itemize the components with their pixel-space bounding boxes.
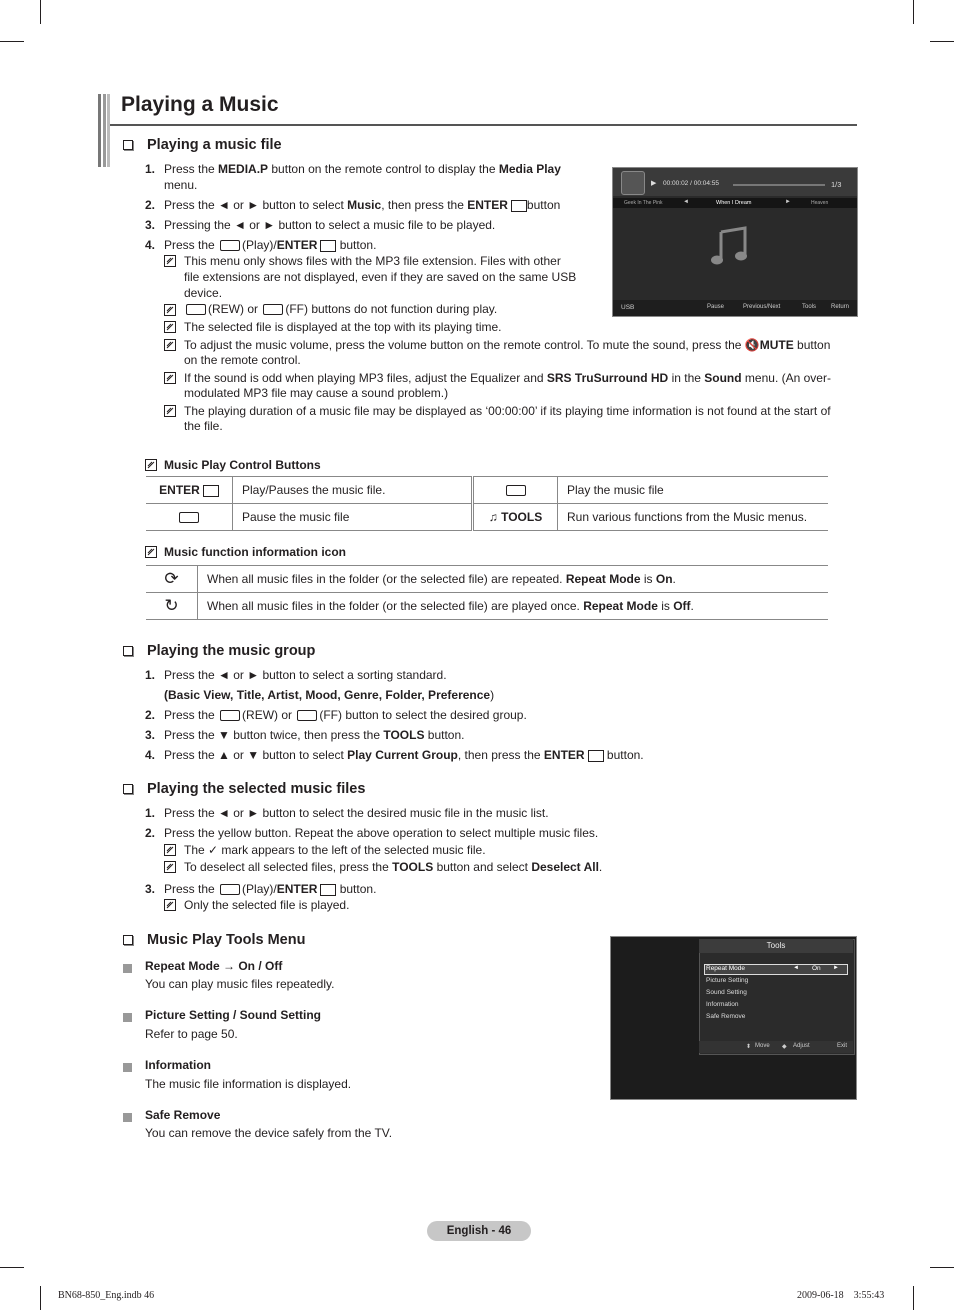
step-text: Press the ◄ or ► button to select the desired music file in the music list. [164,806,549,820]
page-number-badge: English - 46 [427,1221,531,1241]
tools-item-title: Information [145,1058,211,1072]
note-text: This menu only shows files with the MP3 file extension. Files with other [184,254,561,268]
step-number: 1. [145,162,156,176]
crop-mark [930,1267,954,1268]
play-icon [220,884,240,895]
adjust-icon: ◆ [782,1044,787,1050]
step-number: 1. [145,806,156,820]
player-top-bar [613,168,857,196]
checkbox-bullet-icon [123,140,133,150]
note-text: Only the selected file is played. [184,898,350,912]
note-icon [145,459,157,471]
page-title: Playing a Music [121,93,279,116]
step-text: Press the (Play)/ENTER button. [164,238,377,252]
step-number: 3. [145,882,156,896]
prevnext-hint: Previous/Next [743,304,781,310]
note-text: The playing duration of a music file may be displayed as ‘00:00:00’ if its playing time information is not found at the start of [184,404,831,418]
gray-bullet-icon [123,962,146,976]
tools-item-picture: Picture Setting [706,977,749,984]
repeat-off-icon: ↻ [164,596,179,615]
play-icon [506,485,526,496]
note-text: If the sound is odd when playing MP3 files, adjust the Equalizer and SRS TruSurround HD in the Sound menu. (An over- [184,371,831,385]
tools-item-safe-remove: Safe Remove [706,1013,746,1020]
exit-hint: Exit [837,1043,848,1049]
note-icon [164,321,176,333]
note-icon [145,546,157,558]
checkbox-bullet-icon [123,784,133,794]
tools-hint: Tools [802,304,817,310]
crop-mark [40,1286,41,1310]
gray-bullet-icon [123,1061,146,1075]
tools-title: Tools [699,939,853,953]
note-icon [164,372,176,384]
info-icon-table [146,565,828,620]
checkmark-icon: ✓ [208,843,219,857]
note-icon [164,844,176,856]
note-text: file extensions are not displayed, even if they are saved on the same USB [184,270,577,284]
step-text: Press the (Play)/ENTER button. [164,882,377,896]
note-text: To adjust the music volume, press the volume button on the remote control. To mute the sound, press the 🔇MUTE button [184,338,831,352]
table-row: ENTER Play/Pauses the music file. Play the music file [146,477,828,504]
step-number: 3. [145,728,156,742]
step-text: Press the yellow button. Repeat the above operation to select multiple music files. [164,826,599,840]
checkbox-bullet-icon [123,935,133,945]
step-text: Press the MEDIA.P button on the remote control to display the Media Play [164,162,561,176]
note-text: The selected file is displayed at the top with its playing time. [184,320,502,334]
step-subtext: (Basic View, Title, Artist, Mood, Genre, Folder, Preference) [164,688,495,702]
enter-icon [203,485,219,497]
left-arrow-icon: ◄ [793,965,799,971]
move-hint: Move [755,1043,770,1049]
note-text: To deselect all selected files, press the TOOLS button and select Deselect All. [184,860,603,874]
ff-icon [297,710,317,721]
player-bottom-bar [613,300,857,316]
right-arrow-icon: ► [785,199,791,205]
mute-icon: 🔇 [744,338,760,352]
note-icon [164,405,176,417]
progress-track [733,184,825,186]
gray-bullet-icon [123,1011,146,1025]
rew-icon [220,710,240,721]
step-number: 1. [145,668,156,682]
table-row: Pause the music file ♫ TOOLS Run various functions from the Music menus. [146,504,828,531]
note-text: on the remote control. [184,353,301,367]
tools-item-desc: Refer to page 50. [145,1027,238,1041]
step-text: Press the (REW) or (FF) button to select the desired group. [164,708,527,722]
step-text: menu. [164,178,198,192]
move-icon: ⬍ [746,1044,752,1050]
crop-mark [913,0,914,24]
current-track: When I Dream [716,200,752,206]
repeat-value: On [812,965,821,972]
title-divider [110,124,857,126]
music-note-icon [709,224,753,268]
track-count: 1/3 [831,180,842,189]
return-hint: Return [831,304,850,310]
note-text: (REW) or (FF) buttons do not function during play. [184,302,497,316]
crop-mark [913,1286,914,1310]
tools-item-desc: You can remove the device safely from the TV. [145,1126,393,1140]
tools-item-repeat-mode: Repeat Mode [706,965,746,972]
next-track: Heaven [811,200,829,206]
time-display: 00:00:02 / 00:04:55 [663,180,720,187]
album-thumb [621,171,645,195]
pause-icon [179,512,199,523]
note-text: the file. [184,419,223,433]
step-number: 3. [145,218,156,232]
step-number: 4. [145,748,156,762]
step-text: Pressing the ◄ or ► button to select a music file to be played. [164,218,496,232]
step-text: Press the ◄ or ► button to select a sorting standard. [164,668,447,682]
prev-track: Geek In The Pink [624,200,663,206]
left-arrow-icon: ◄ [683,199,689,205]
rew-icon [186,304,206,315]
repeat-on-icon: ⟳ [164,569,179,588]
play-icon: ▶ [651,180,657,187]
tools-menu-screenshot [610,936,857,1100]
right-arrow-icon: ► [833,965,839,971]
tools-item-information: Information [706,1001,739,1008]
note-text: modulated MP3 file may cause a sound problem.) [184,386,449,400]
tools-item-desc: The music file information is displayed. [145,1077,352,1091]
enter-icon [511,200,527,212]
pause-hint: Pause [707,304,725,310]
title-accent-bar [98,94,110,167]
crop-mark [930,41,954,42]
note-text: device. [184,286,223,300]
step-number: 4. [145,238,156,252]
step-number: 2. [145,708,156,722]
tools-icon: ♫ [488,510,502,524]
crop-mark [40,0,41,24]
table-row: ↻ When all music files in the folder (or the selected file) are played once. Repeat Mode is Off. [146,593,828,620]
step-number: 2. [145,198,156,212]
enter-icon [320,240,336,252]
tools-item-title: Picture Setting / Sound Setting [145,1008,322,1022]
tools-hint-bar [699,1041,853,1053]
checkbox-bullet-icon [123,646,133,656]
step-text: Press the ◄ or ► button to select Music, then press the ENTER button [164,198,561,212]
tools-item-title: Safe Remove [145,1108,221,1122]
ff-icon [263,304,283,315]
section-heading-selected: Playing the selected music files [121,781,365,797]
note-icon [164,861,176,873]
table-row: ⟳ When all music files in the folder (or the selected file) are repeated. Repeat Mode is On. [146,566,828,593]
print-date-info: 2009-06-18 3:55:43 [797,1290,885,1301]
gray-bullet-icon [123,1111,146,1125]
note-icon [164,255,176,267]
tools-panel [699,939,855,1055]
enter-icon [588,750,604,762]
note-icon [164,339,176,351]
play-icon [220,240,240,251]
adjust-hint: Adjust [793,1043,810,1049]
enter-icon [320,884,336,896]
section-heading-group: Playing the music group [121,643,315,659]
step-number: 2. [145,826,156,840]
note-text: The ✓ mark appears to the left of the selected music file. [184,843,486,857]
tools-item-sound: Sound Setting [706,989,747,996]
tools-item-title: Repeat Mode → On / Off [145,959,283,973]
control-buttons-table [146,476,828,531]
section-heading-tools: Music Play Tools Menu [121,932,305,948]
table-caption: Music function information icon [164,545,346,559]
crop-mark [0,41,24,42]
step-text: Press the ▲ or ▼ button to select Play Current Group, then press the ENTER button. [164,748,644,762]
section-heading-file: Playing a music file [121,137,282,153]
step-text: Press the ▼ button twice, then press the TOOLS button. [164,728,465,742]
print-file-info: BN68-850_Eng.indb 46 [58,1290,155,1301]
music-player-screenshot [612,167,858,317]
note-icon [164,304,176,316]
table-caption: Music Play Control Buttons [164,458,321,472]
crop-mark [0,1267,24,1268]
tools-item-desc: You can play music files repeatedly. [145,977,335,991]
note-icon [164,899,176,911]
device-label: USB [621,304,635,311]
